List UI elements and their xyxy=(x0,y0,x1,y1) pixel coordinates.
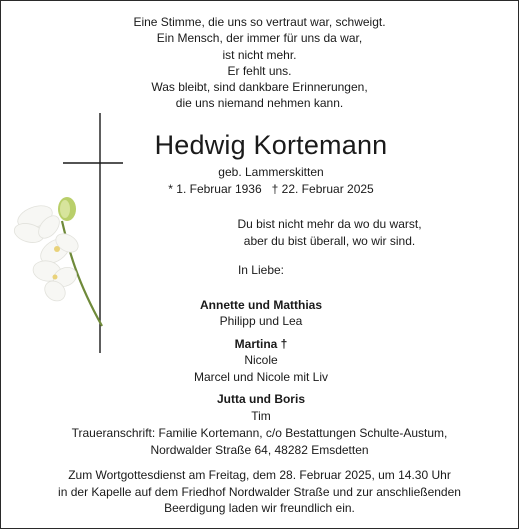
quote-line: Du bist nicht mehr da wo du warst, xyxy=(237,217,422,231)
family-list xyxy=(121,262,401,424)
family-intro: In Liebe: xyxy=(237,263,285,277)
poem-line: Er fehlt uns. xyxy=(227,63,292,78)
service-line: Zum Wortgottesdienst am Freitag, dem 28. Februar 2025, um 14.30 Uhr xyxy=(68,468,451,482)
service-line: in der Kapelle auf dem Friedhof Nordwalder Straße und zur anschließenden xyxy=(58,484,461,499)
family-member: Tim xyxy=(251,408,271,423)
poem-line: Ein Mensch, der immer für uns da war, xyxy=(156,31,363,46)
poem-line: Was bleibt, sind dankbare Erinnerungen, xyxy=(151,80,368,95)
family-group-head: Martina † xyxy=(234,336,288,351)
birth-name: geb. Lammerskitten xyxy=(218,165,324,179)
poem xyxy=(1,14,518,112)
family-member: Nicole xyxy=(244,353,278,367)
poem-line: ist nicht mehr. xyxy=(222,47,297,62)
family-group-head: Annette und Matthias xyxy=(200,297,322,312)
service-line: Beerdigung laden wir freundlich ein. xyxy=(164,501,355,515)
family-member: Marcel und Nicole mit Liv xyxy=(193,369,329,384)
quote-line: aber du bist überall, wo wir sind. xyxy=(243,233,416,248)
poem-line: Eine Stimme, die uns so vertraut war, schweigt. xyxy=(133,15,386,29)
address-line: Nordwalder Straße 64, 48282 Emsdetten xyxy=(150,442,369,457)
poem-line: die uns niemand nehmen kann. xyxy=(175,96,344,111)
family-group-head: Jutta und Boris xyxy=(216,392,305,406)
address-line: Traueranschrift: Familie Kortemann, c/o Bestattungen Schulte-Austum, xyxy=(71,426,448,440)
quote xyxy=(121,216,518,249)
footer-info xyxy=(1,425,518,517)
deceased-name: Hedwig Kortemann xyxy=(154,130,388,160)
family-member: Philipp und Lea xyxy=(219,314,303,328)
life-dates: * 1. Februar 1936 † 22. Februar 2025 xyxy=(168,182,374,196)
orchid-flower-icon xyxy=(7,191,107,331)
